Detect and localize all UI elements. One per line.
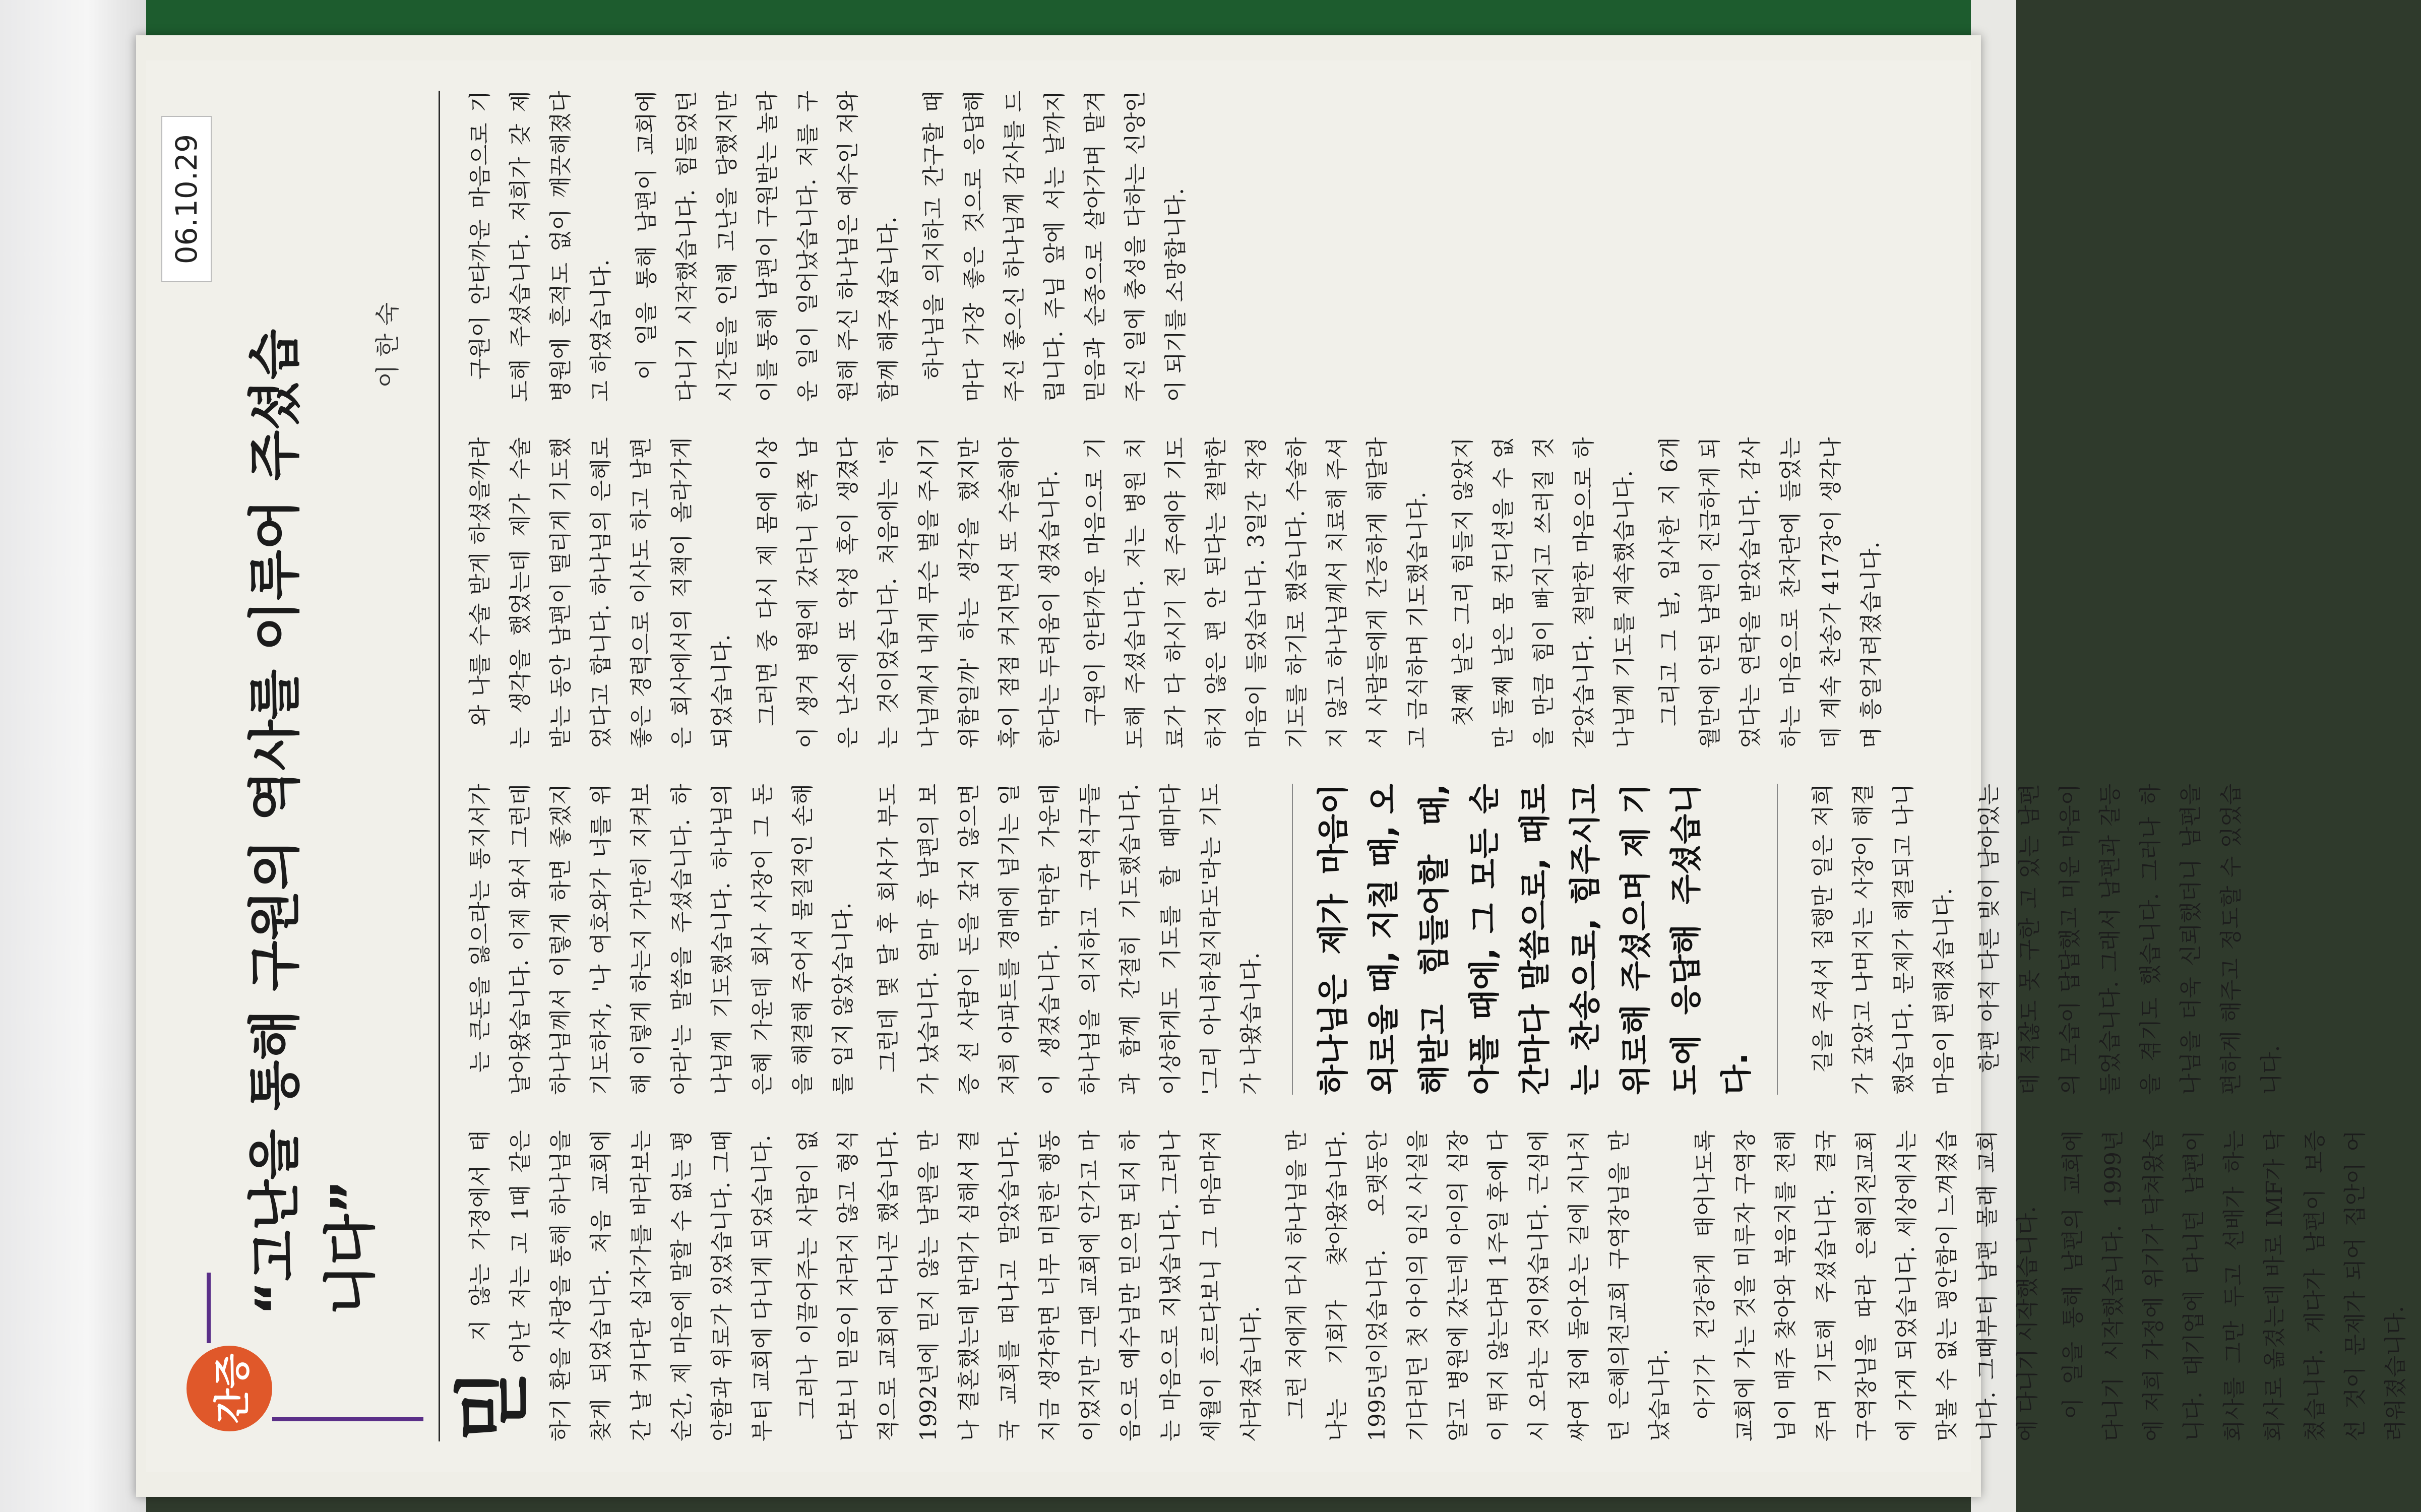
paragraph: 한편 아직 다른 빚이 남아있는데 적잖도 못 구한 고 있는 남편의 모습이 답답했고 미운 마음이 들었습니다. 그래서 남편과 갈등을 겪기도 했습니다. 그러나 하나님을 더욱 신뢰했더니 남편을 편하게 해주고 정도할 수 있었습니다. [1976,784,2284,1095]
paragraph: 하나님을 의지하고 간구할 때마다 가장 좋은 것으로 응답해 주신 좋으신 하나님께 감사를 드립니다. 주님 앞에 서는 날까지 믿음과 순종으로 살아가며 맡겨주신 일에 충성을 다하는 신앙인이 되기를 소망합니다. [921,91,1189,402]
badge-rule [207,1273,211,1343]
paragraph: 이 일을 통해 남편이 교회에 다니기 시작했습니다. 힘들었던 시간들을 인해 고난을 당했지만 이를 통해 남편이 구원받는 놀라운 일이 일어났습니다. 저를 구원해 주신 하나님은 예수인 저와 함께 해주셨습니다. [634,91,901,402]
date-sticker: 06.10.29 [161,116,212,282]
badge-vertical-rule [272,1417,423,1421]
column-3 [460,437,2421,749]
paragraph: 지 않는 가정에서 태어난 저는 고 1때 같은 하기 환을 사랑을 통해 하나님을 찾게 되었습니다. 처음 교회에 간 날 커다란 십자가를 바라보는 순간, 제 마음에 말할 수 없는 평안함과 위로가 있었습니다. 그때부터 교회에 다니게 되었습니다. [467,1130,775,1441]
article-byline: 이 한 숙 [374,302,402,388]
paragraph: 그런 저에게 다시 하나님을 만나는 기회가 찾아왔습니다. 1995년이었습니다. 오랫동안 기다리던 첫 아이의 임신 사실을 알고 병원에 갔는데 아이의 심장이 뛰지 않는다며 1주일 후에 다시 오라는 것이었습니다. 근심에 싸여 집에 돌아오는 길에 지나치던 은혜의전교회 구역장님을 만났습니다. [1284,1130,1672,1441]
paragraph: 는 큰돈을 잃으라는 통지서가 날아왔습니다. 이제 와서 그런데 하나님께서 이렇게 하면 좋겠지 기도하자, '나 여호와가 너를 위해 이렇게 하는지 가만히 지켜보아라'는 말씀을 주셨습니다. 하나님께 기도했습니다. 하나님의 은혜 가운데 회사 사장이 그 돈을 해결해 주어서 물질적인 손해를 입지 않았습니다. [467,784,856,1095]
paragraph: 그리고 그 날, 입사한 지 6개월만에 안된 남편이 진급하게 되었다는 연락을 받았습니다. 감사하는 마음으로 찬자란에 들었는데 계속 찬송가 417장이 생각나며 흥얼거려졌습니다. [1657,437,1884,748]
paragraph: 와 나를 수술 받게 하셨을까라는 생각을 했었는데 제가 수술 받는 동안 남편이 떨리게 기도했었다고 합니다. 하나님의 은혜로 좋은 경력으로 이사도 하고 남편은 회사에서의 직책이 올라가게 되었습니다. [467,437,735,748]
paragraph: 아기가 건강하게 태어나도록 교회에 가는 것을 미루자 구역장님이 매주 찾아와 복음지를 전해주며 기도해 주셨습니다. 결국 구역장님을 따라 은혜의전교회에 가게 되었습니다. 세상에서는 맛볼 수 없는 평안함이 느껴졌습니다. 그때부터 남편 몰래 교회에 다니기 시작했습니다. [1692,1130,2040,1441]
article-header [169,91,440,1441]
pull-quote: 하나님은 제가 마음이 외로울 때, 지칠 때, 오해받고 힘들어할 때, 아플 때에, 그 모든 순간마다 말씀으로, 때로는 찬송으로, 힘주시고 위로해 주셨으며 제 기도에 응답해 주셨습니다. [1292,784,1778,1095]
article-page [146,60,2408,1472]
paragraph: 구원이 안타까운 마음으로 기도해 주셨습니다. 저는 병원 치료가 다 하시기 전 주에야 기도하지 않은 편 안 된다는 절박한 마음이 들었습니다. 3일간 작정 기도를 하기로 했습니다. 수술하지 않고 하나님께서 치료해 주셔서 사람들에게 간증하게 해달라고 금식하며 기도했습니다. [1082,437,1431,748]
article-title: “고난을 통해 구원의 역사를 이루어 주셨습니다” [244,329,381,1315]
paragraph: 길을 주셔서 집행만 일은 저희가 갚았고 나머지는 사장이 해결했습니다. 문제가 해결되고 나니 마음이 편해졌습니다. [1810,784,1957,1095]
section-badge: 간증 [187,1346,272,1431]
paragraph: 첫째 날은 그리 힘들지 않았지만 둘째 날은 몸 컨디션을 수 없을 만큼 힘이 빠지고 쓰러질 것 같았습니다. 절박한 마음으로 하나님께 기도를 계속했습니다. [1450,437,1637,748]
newspaper-sheet [136,35,2408,1497]
background-top [146,0,2016,40]
column-2 [460,784,2421,1095]
paragraph: 구원이 안타까운 마음으로 기도해 주셨습니다. 저희가 갖 제 병원에 흔적도 없이 깨끗해졌다고 하였습니다. [467,91,614,402]
column-4 [460,91,2421,402]
background-left [0,0,146,1512]
article-body [449,91,2408,1441]
column-1 [449,1130,2421,1442]
paragraph: 이 일을 통해 남편의 교회에 다니기 시작했습니다. 1999년에 저희 가정에 위기가 닥쳐왔습니다. 대기업에 다니던 남편이 회사를 그만 두고 선배가 하는 회사로 옮겼는데 바로 IMF가 닥쳤습니다. 게다가 남편이 보증 선 것이 문제가 되어 집안이 어려워졌습니다. [2060,1130,2408,1441]
paragraph: 그러나 이끌어주는 사람이 없다보니 믿음이 자라지 않고 형식적으로 교회에 다니곤 했습니다. 1992년에 믿지 않는 남편을 만나 결혼했는데 반대가 심해서 결국 교회를 떠나고 말았습니다. 지금 생각하면 너무 미련한 행동이었지만 그땐 교회에 안가고 마음으로 예수님만 믿으면 되지 하는 마음으로 지냈습니다. 그러나 세월이 흐르다보니 그 마음마저 사라졌습니다. [795,1130,1264,1441]
paragraph: 그런데 몇 달 후 회사가 부도가 났습니다. 얼마 후 남편의 보증 선 사람이 돈을 갚지 않으면 저희 아파트를 경매에 넘기는 일이 생겼습니다. 막막한 가운데 하나님을 의지하고 구역식구들과 함께 간절히 기도했습니다. 이상하게도 기도를 할 때마다 '그리 아니하실지라도'라는 기도가 나왔습니다. [876,784,1264,1095]
paragraph: 그러면 중 다시 제 몸에 이상이 생겨 병원에 갔더니 한쪽 남은 난소에 또 악성 혹이 생겼다는 것이었습니다. 처음에는 '하나님께서 내게 무슨 벌을 주시기 위함일까' 하는 생각을 했지만 혹이 점점 커지면서 또 수술해야 한다는 두려움이 생겼습니다. [755,437,1063,748]
drop-cap: 믿 [449,1368,537,1441]
